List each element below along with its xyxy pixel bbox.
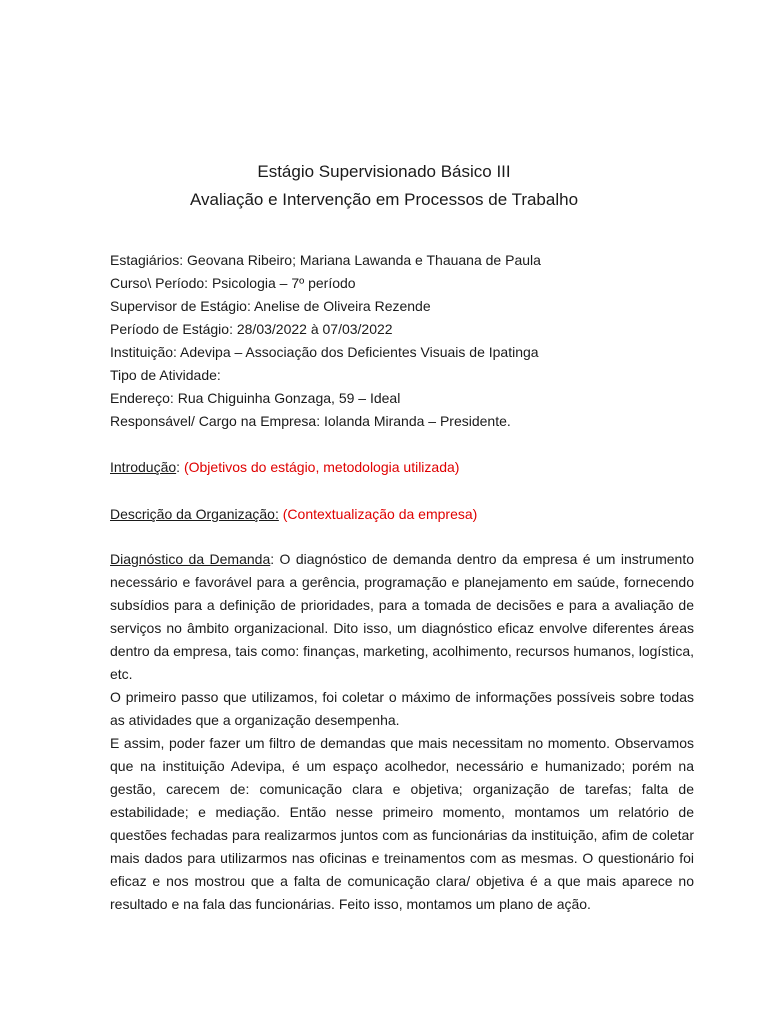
diagnostico-paragraph-1	[110, 548, 694, 686]
title-line-2: Avaliação e Intervenção em Processos de Trabalho	[189, 190, 579, 209]
section-introducao	[110, 456, 694, 479]
introducao-heading: Introdução	[110, 459, 177, 475]
descricao-heading: Descrição da Organização:	[110, 506, 279, 522]
document-title	[0, 158, 768, 214]
section-diagnostico	[110, 548, 694, 916]
diagnostico-paragraph-3: E assim, poder fazer um filtro de demandas que mais necessitam no momento. Observamos que na instituição Adevipa, é um espaço acolhedor, necessário e humanizado; porém na gestão, carecem de: comunicação clara e objetiva; organização de tarefas; falta de estabilidade; e mediação. Então nesse primeiro momento, montamos um relatório de questões fechadas para realizarmos juntos com as funcionárias da instituição, afim de coletar mais dados para utilizarmos nas oficinas e treinamentos com as mesmas. O questionário foi eficaz e nos mostrou que a falta de comunicação clara/ objetiva é a que mais aparece no resultado e na fala das funcionárias. Feito isso, montamos um plano de ação.	[110, 735, 694, 912]
info-activity-type: Tipo de Atividade:	[110, 367, 221, 383]
section-descricao	[110, 503, 694, 526]
introducao-note: (Objetivos do estágio, metodologia utilizada)	[183, 459, 460, 475]
internship-info	[110, 249, 700, 433]
diagnostico-intro: : O diagnóstico de demanda dentro da empresa é um instrumento necessário e favorável para a gerência, programação e planejamento em saúde, fornecendo subsídios para a definição de prioridades, para a tomada de decisões e para a avaliação de serviços no âmbito organizacional. Dito isso, um diagnóstico eficaz envolve diferentes áreas dentro da empresa, tais como: finanças, marketing, acolhimento, recursos humanos, logística, etc.	[110, 551, 694, 682]
info-responsible: Responsável/ Cargo na Empresa: Iolanda Miranda – Presidente.	[110, 413, 511, 429]
info-address: Endereço: Rua Chiguinha Gonzaga, 59 – Ideal	[110, 390, 401, 406]
diagnostico-paragraph-2: O primeiro passo que utilizamos, foi coletar o máximo de informações possíveis sobre todas as atividades que a organização desempenha.	[110, 689, 694, 728]
descricao-note: (Contextualização da empresa)	[282, 506, 478, 522]
info-supervisor: Supervisor de Estágio: Anelise de Oliveira Rezende	[110, 298, 431, 314]
info-period: Período de Estágio: 28/03/2022 à 07/03/2022	[110, 321, 393, 337]
info-interns: Estagiários: Geovana Ribeiro; Mariana Lawanda e Thauana de Paula	[110, 252, 541, 268]
introducao-separator: :	[176, 459, 184, 475]
info-course: Curso\ Período: Psicologia – 7º período	[110, 275, 356, 291]
info-institution: Instituição: Adevipa – Associação dos Deficientes Visuais de Ipatinga	[110, 344, 539, 360]
title-line-1: Estágio Supervisionado Básico III	[257, 162, 511, 181]
diagnostico-heading: Diagnóstico da Demanda	[110, 551, 271, 567]
